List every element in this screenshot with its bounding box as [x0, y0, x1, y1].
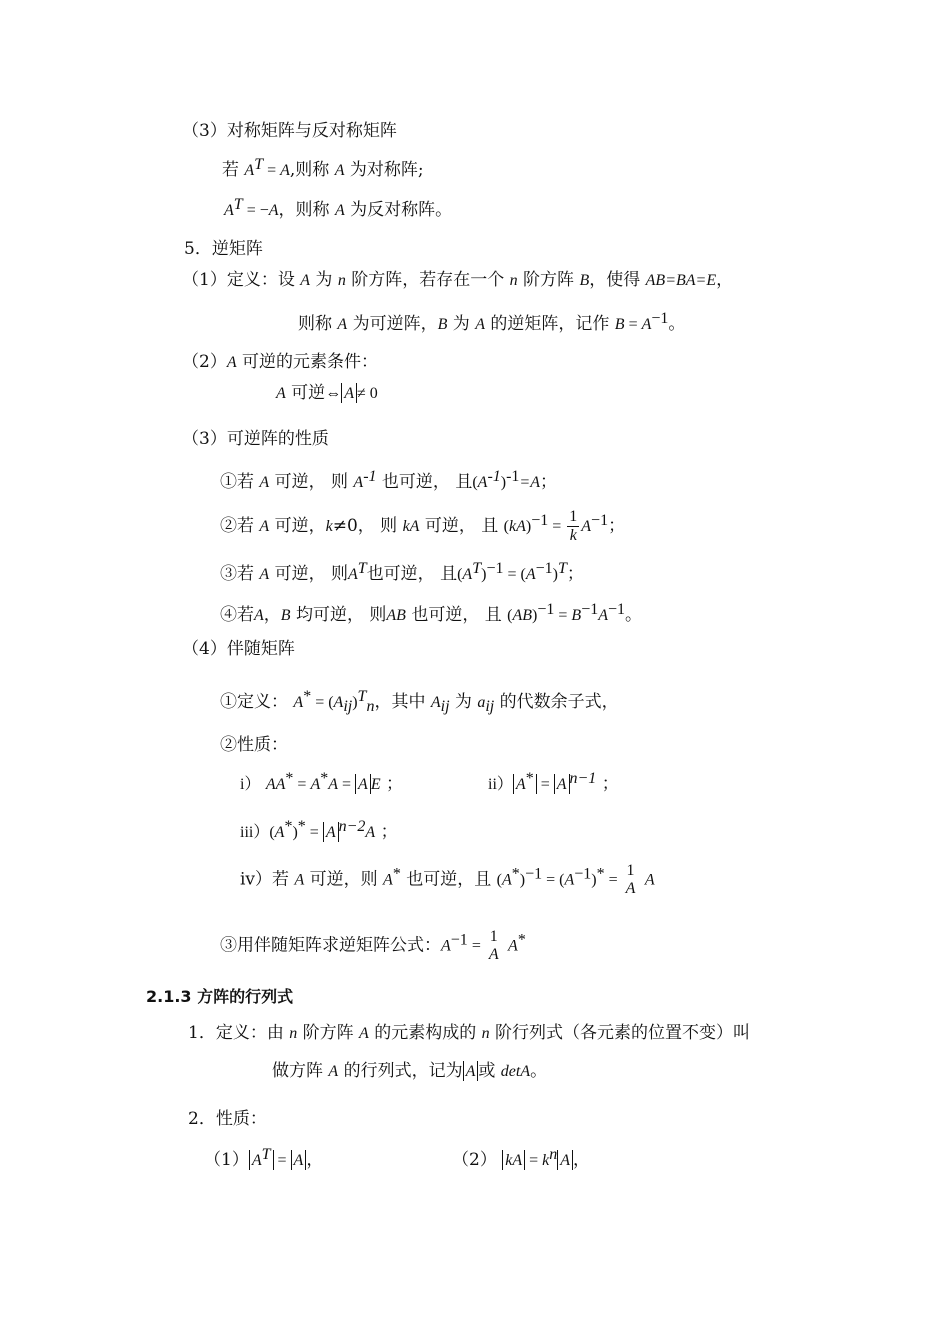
- adjoint-property-i: i） AA* = A*A = A E ；: [240, 770, 403, 794]
- symmetric-definition-line: 若 $A^T = A$,则称 A 为对称阵;: [222, 156, 424, 180]
- adjoint-property-iii: iii）(A*)* = A $^{n-2}$A ；: [240, 818, 398, 842]
- adjoint-property-ii: ii） A* = A $^{n-1}$ ；: [488, 770, 619, 794]
- inverse-definition-line1: （1）定义：设 A 为 n 阶方阵，若存在一个 n 阶方阵 B，使得 AB=BA=E，: [182, 270, 734, 290]
- adjoint-properties-label: ②性质：: [220, 735, 288, 755]
- section-inverse-title: 5．逆矩阵: [184, 239, 263, 259]
- section-determinant-heading: 2.1.3 方阵的行列式: [146, 987, 294, 1006]
- adjoint-property-iv: iv）若 A 可逆，则 A* 也可逆，且 $(A^*)^{-1} = (A^{-1})^*$ = 1 A A: [240, 862, 655, 897]
- determinant-property-2: （2） kA = $k^n$ A ，: [452, 1146, 591, 1170]
- property-3: ③若 A 可逆， 则$A^T$也可逆， 且$(A^T)^{-1} = (A^{-1})^T$；: [220, 560, 584, 584]
- adjoint-matrix-title: （4）伴随矩阵: [182, 639, 295, 659]
- determinant-properties-title: 2．性质：: [188, 1109, 267, 1129]
- determinant-definition-line2: 做方阵 A 的行列式，记为 A 或 detA。: [272, 1061, 548, 1081]
- antisymmetric-definition-line: $A^T = -A$，则称 A 为反对称阵。: [224, 196, 453, 220]
- property-1: ①若 A 可逆， 则 $A^{-1}$ 也可逆， 且$(A^{-1})^{-1}=A$；: [220, 468, 557, 492]
- property-2: ②若 A 可逆，k≠0， 则 kA 可逆， 且 (kA)$^{-1}$ = $\frac{1}{k}$ $A^{-1}$；: [220, 508, 626, 544]
- inverse-via-adjoint-formula: ③用伴随矩阵求逆矩阵公式：$A^{-1}$ = 1 A A*: [220, 928, 526, 963]
- adjoint-definition: ①定义： $A^* = (A_{ij})^T_n$，其中 $A_{ij}$ 为 $a_{ij}$ 的代数余子式，: [220, 688, 619, 715]
- property-4: ④若A，B 均可逆， 则AB 也可逆， 且 $(AB)^{-1} = B^{-1}A^{-1}$。: [220, 601, 643, 625]
- determinant-property-1: （1） $A^T = A$ ，: [204, 1146, 324, 1170]
- determinant-definition-line1: 1．定义：由 n 阶方阵 A 的元素构成的 n 阶行列式（各元素的位置不变）叫: [188, 1023, 751, 1043]
- inverse-definition-line2: 则称 A 为可逆阵，B 为 A 的逆矩阵，记作 $B = A^{-1}$。: [298, 310, 686, 334]
- invertible-condition-title: （2）A 可逆的元素条件：: [182, 352, 379, 372]
- invertible-condition-formula: A 可逆⇔ A ≠ 0: [276, 383, 378, 403]
- section-symmetric-title: （3）对称矩阵与反对称矩阵: [182, 121, 397, 141]
- invertible-properties-title: （3）可逆阵的性质: [182, 429, 329, 449]
